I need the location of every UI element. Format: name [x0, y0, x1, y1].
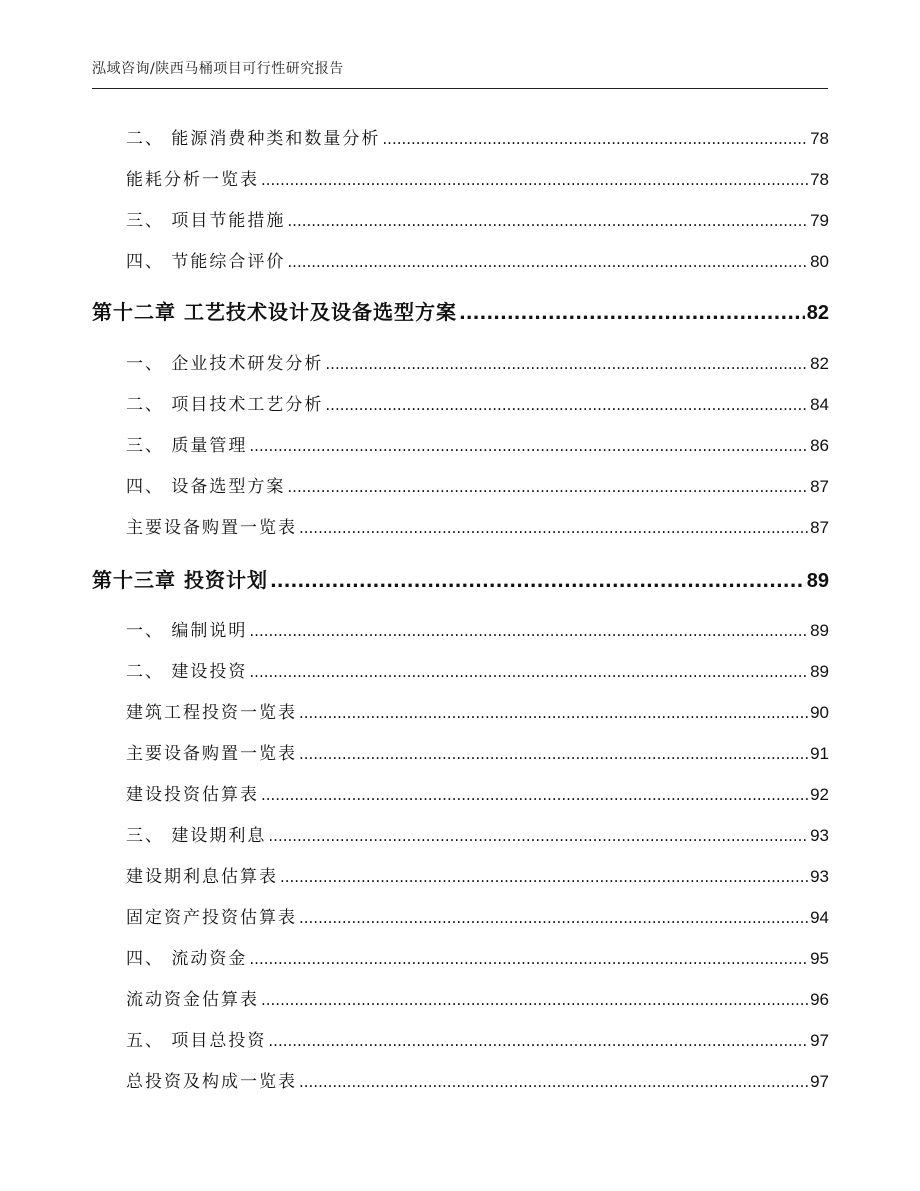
- toc-dot-leader: [299, 704, 808, 722]
- toc-page-number: 96: [810, 990, 829, 1009]
- toc-page-number: 93: [810, 826, 829, 845]
- toc-page-number: 93: [810, 867, 829, 886]
- toc-entry[interactable]: [126, 944, 829, 969]
- toc-page-number: 91: [810, 744, 829, 763]
- toc-dot-leader: [299, 519, 808, 537]
- toc-entry[interactable]: [126, 821, 829, 846]
- toc-dot-leader: [268, 827, 808, 845]
- toc-page-number: 86: [810, 436, 829, 455]
- toc-dot-leader: [459, 303, 805, 324]
- toc-entry[interactable]: [126, 431, 829, 456]
- toc-entry[interactable]: [126, 1067, 829, 1092]
- toc-page-number: 78: [810, 170, 829, 189]
- toc-entry[interactable]: [126, 390, 829, 415]
- toc-entry-label: 二、 能源消费种类和数量分析: [126, 129, 381, 149]
- toc-dot-leader: [249, 437, 808, 455]
- toc-dot-leader: [287, 478, 808, 496]
- toc-entry-label: 二、 建设投资: [126, 662, 248, 682]
- toc-chapter-entry[interactable]: [92, 564, 829, 593]
- toc-entry-label: 一、 企业技术研发分析: [126, 354, 324, 374]
- toc-page-number: 89: [810, 662, 829, 681]
- toc-entry[interactable]: [126, 513, 829, 538]
- toc-page-number: 79: [810, 211, 829, 230]
- toc-entry-label: 三、 项目节能措施: [126, 211, 286, 231]
- toc-page-number: 95: [810, 949, 829, 968]
- toc-dot-leader: [249, 663, 808, 681]
- toc-page-number: 90: [810, 703, 829, 722]
- toc-dot-leader: [287, 253, 808, 271]
- toc-entry[interactable]: [126, 349, 829, 374]
- toc-dot-leader: [325, 355, 808, 373]
- toc-page-number: 89: [806, 570, 829, 592]
- toc-entry-label: 第十二章 工艺技术设计及设备选型方案: [92, 300, 457, 324]
- toc-entry-label: 固定资产投资估算表: [126, 908, 297, 928]
- toc-entry[interactable]: [126, 616, 829, 641]
- toc-entry-label: 主要设备购置一览表: [126, 744, 297, 764]
- toc-entry-label: 四、 流动资金: [126, 949, 248, 969]
- toc-page-number: 78: [810, 129, 829, 148]
- toc-entry[interactable]: [126, 985, 829, 1010]
- toc-dot-leader: [299, 1073, 808, 1091]
- toc-page-number: 87: [810, 518, 829, 537]
- toc-entry[interactable]: [126, 247, 829, 272]
- toc-dot-leader: [299, 745, 808, 763]
- toc-dot-leader: [249, 622, 808, 640]
- toc-entry-label: 四、 设备选型方案: [126, 477, 286, 497]
- toc-dot-leader: [268, 1032, 808, 1050]
- toc-page-number: 94: [810, 908, 829, 927]
- toc-entry-label: 四、 节能综合评价: [126, 252, 286, 272]
- toc-entry-label: 建筑工程投资一览表: [126, 703, 297, 723]
- toc-dot-leader: [261, 171, 808, 189]
- toc-dot-leader: [249, 950, 808, 968]
- toc-entry-label: 总投资及构成一览表: [126, 1072, 297, 1092]
- toc-entry[interactable]: [126, 472, 829, 497]
- toc-page-number: 84: [810, 395, 829, 414]
- toc-entry[interactable]: [126, 780, 829, 805]
- toc-page-number: 82: [810, 354, 829, 373]
- toc-entry[interactable]: [126, 862, 829, 887]
- toc-entry-label: 三、 质量管理: [126, 436, 248, 456]
- toc-page-number: 87: [810, 477, 829, 496]
- toc-page-number: 82: [806, 302, 829, 324]
- toc-entry-label: 建设期利息估算表: [126, 867, 278, 887]
- toc-entry[interactable]: [126, 1026, 829, 1051]
- toc-entry-label: 三、 建设期利息: [126, 826, 267, 846]
- toc-entry[interactable]: [126, 165, 829, 190]
- toc-entry-label: 建设投资估算表: [126, 785, 259, 805]
- toc-entry-label: 能耗分析一览表: [126, 170, 259, 190]
- toc-page-number: 97: [810, 1031, 829, 1050]
- toc-dot-leader: [287, 212, 808, 230]
- toc-entry[interactable]: [126, 739, 829, 764]
- toc-dot-leader: [270, 571, 805, 592]
- toc-page-number: 80: [810, 252, 829, 271]
- toc-entry[interactable]: [126, 657, 829, 682]
- running-header: 泓域咨询/陕西马桶项目可行性研究报告: [92, 58, 828, 89]
- toc-entry[interactable]: [126, 903, 829, 928]
- toc-entry-label: 二、 项目技术工艺分析: [126, 395, 324, 415]
- toc-entry[interactable]: [126, 124, 829, 149]
- toc-dot-leader: [261, 991, 808, 1009]
- toc-page-number: 89: [810, 621, 829, 640]
- toc-entry-label: 第十三章 投资计划: [92, 568, 268, 592]
- toc-page-number: 92: [810, 785, 829, 804]
- toc-entry-label: 一、 编制说明: [126, 621, 248, 641]
- toc-dot-leader: [299, 909, 808, 927]
- toc-entry[interactable]: [126, 698, 829, 723]
- toc-dot-leader: [325, 396, 808, 414]
- toc-dot-leader: [261, 786, 808, 804]
- toc-entry[interactable]: [126, 206, 829, 231]
- toc-dot-leader: [382, 130, 808, 148]
- toc-entry-label: 主要设备购置一览表: [126, 518, 297, 538]
- toc-dot-leader: [280, 868, 808, 886]
- toc-chapter-entry[interactable]: [92, 296, 829, 325]
- toc-entry-label: 流动资金估算表: [126, 990, 259, 1010]
- toc-entry-label: 五、 项目总投资: [126, 1031, 267, 1051]
- toc-page-number: 97: [810, 1072, 829, 1091]
